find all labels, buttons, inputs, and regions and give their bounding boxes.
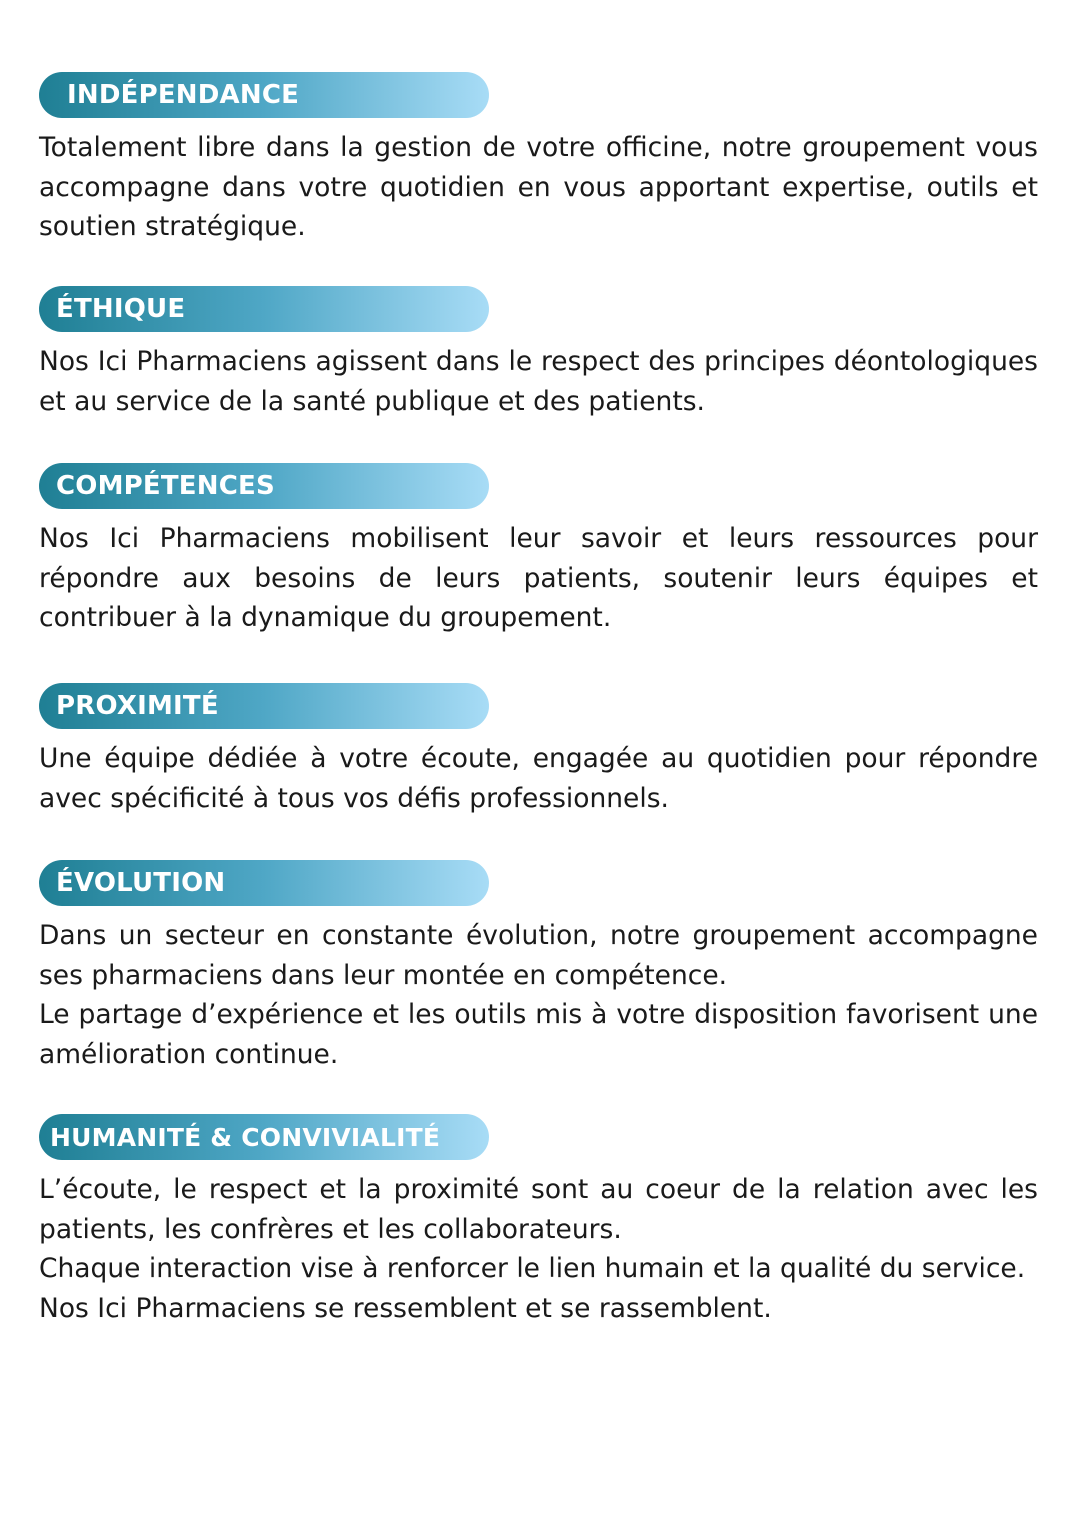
section-title-pill [39,683,489,729]
section-proximite [39,683,1038,818]
section-title-pill [39,1114,489,1160]
section-independance [39,72,1038,247]
section-title: ÉVOLUTION [56,868,226,898]
section-paragraph: Totalement libre dans la gestion de votre officine, notre groupement vous accompagne dans votre quotidien en vous apportant expertise, outils et soutien stratégique. [39,132,1038,243]
section-title: ÉTHIQUE [56,294,186,324]
section-title: COMPÉTENCES [56,471,275,501]
section-title: INDÉPENDANCE [67,80,300,110]
section-paragraph: L’écoute, le respect et la proximité sont au coeur de la relation avec les patients, les confrères et les collaborateurs. [39,1174,1038,1245]
section-title: PROXIMITÉ [56,691,219,721]
section-paragraph: Nos Ici Pharmaciens mobilisent leur savoir et leurs ressources pour répondre aux besoins de leurs patients, soutenir leurs équipes et contribuer à la dynamique du groupement. [39,523,1038,634]
section-title-pill [39,72,489,118]
section-competences [39,463,1038,638]
section-title: HUMANITÉ & CONVIVIALITÉ [50,1122,441,1152]
section-humanite-convivialite [39,1114,1038,1328]
section-title-pill [39,860,489,906]
section-title-pill [39,463,489,509]
section-title-pill [39,286,489,332]
section-paragraph: Nos Ici Pharmaciens se ressemblent et se rassemblent. [39,1292,772,1324]
section-paragraph: Nos Ici Pharmaciens agissent dans le respect des principes déontologiques et au service de la santé publique et des patients. [39,346,1038,417]
section-evolution [39,860,1038,1074]
section-ethique [39,286,1038,421]
section-paragraph: Dans un secteur en constante évolution, notre groupement accompagne ses pharmaciens dans leur montée en compétence. [39,920,1038,991]
section-paragraph: Le partage d’expérience et les outils mis à votre disposition favorisent une amélioration continue. [39,999,1038,1070]
section-paragraph: Chaque interaction vise à renforcer le lien humain et la qualité du service. [39,1253,1026,1285]
section-paragraph: Une équipe dédiée à votre écoute, engagée au quotidien pour répondre avec spécificité à tous vos défis professionnels. [39,743,1038,814]
